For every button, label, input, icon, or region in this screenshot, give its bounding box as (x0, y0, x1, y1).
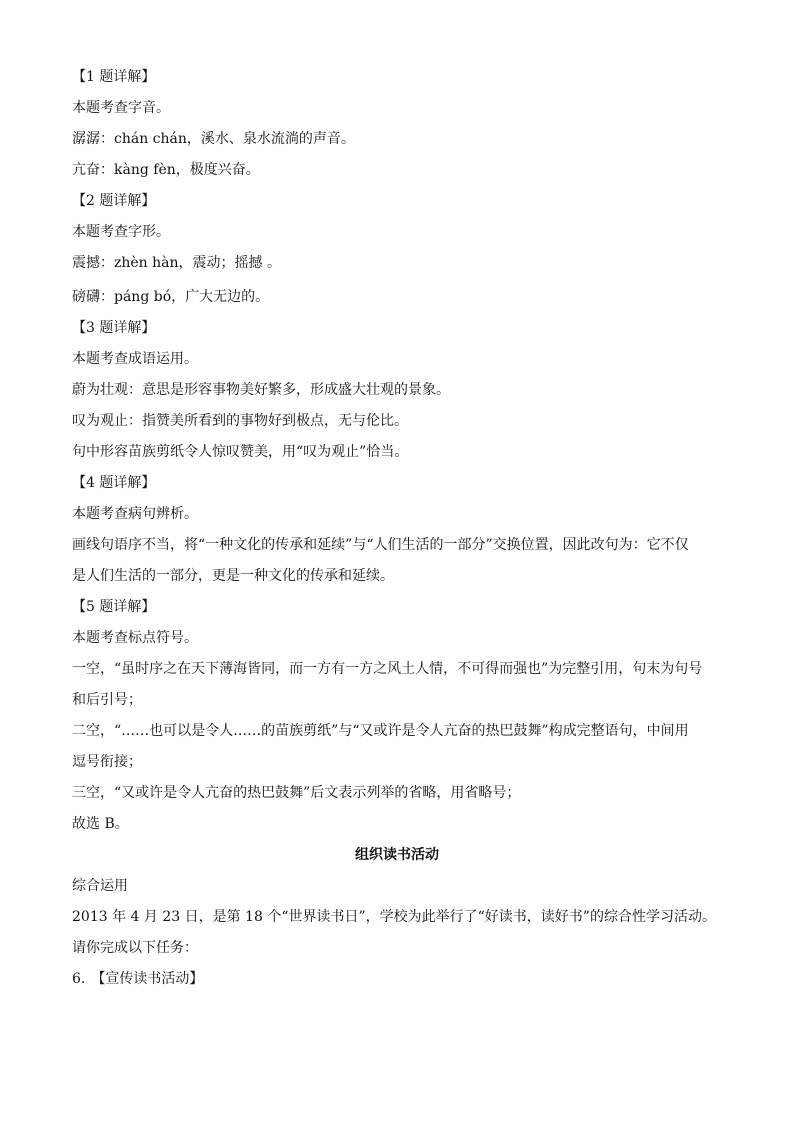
section-line: 二空，“……也可以是令人……的苗族剪纸”与“又或许是令人亢奋的热巴鼓舞”构成完整语句，中间用 (72, 723, 689, 739)
section-line: 本题考查病句辨析。 (72, 506, 198, 522)
section-line: 逗号衔接； (72, 754, 142, 770)
activity-intro: 2013 年 4 月 23 日，是第 18 个“世界读书日”，学校为此举行了“好读书，读好书”的综合性学习活动。 (72, 909, 716, 925)
question-6 (72, 964, 722, 995)
section-heading: 【4 题详解】 (72, 475, 156, 491)
section-line: 叹为观止：指赞美所看到的事物好到极点，无与伦比。 (72, 413, 408, 429)
section-heading: 【5 题详解】 (72, 599, 156, 615)
activity-subtitle: 综合运用 (72, 878, 128, 894)
section-line: 故选 B。 (72, 816, 129, 832)
section-5 (72, 592, 722, 840)
section-line: 磅礴：páng bó，广大无边的。 (72, 289, 270, 305)
activity-section (72, 840, 722, 995)
section-line: 本题考查字形。 (72, 224, 170, 240)
section-line: 本题考查成语运用。 (72, 351, 198, 367)
document-page (72, 62, 722, 995)
section-heading: 【2 题详解】 (72, 193, 156, 209)
section-heading: 【1 题详解】 (72, 69, 156, 85)
question-heading: 【宣传读书活动】 (91, 971, 204, 987)
section-line: 句中形容苗族剪纸令人惊叹赞美，用“叹为观止”恰当。 (72, 444, 409, 460)
section-line: 画线句语序不当，将“一种文化的传承和延续”与“人们生活的一部分”交换位置，因此改句为：它不仅 (72, 537, 689, 553)
section-line: 本题考查标点符号。 (72, 630, 198, 646)
section-line: 和后引号； (72, 692, 142, 708)
section-3 (72, 313, 722, 468)
section-line: 蔚为壮观：意思是形容事物美好繁多，形成盛大壮观的景象。 (72, 382, 450, 398)
question-number: 6. (72, 971, 86, 987)
section-line: 震撼：zhèn hàn，震动；摇撼 。 (72, 255, 281, 271)
section-2 (72, 186, 722, 313)
activity-request: 请你完成以下任务： (72, 940, 198, 956)
section-4 (72, 468, 722, 592)
section-line: 亢奋：kàng fèn，极度兴奋。 (72, 162, 260, 178)
section-heading: 【3 题详解】 (72, 320, 156, 336)
section-line: 三空，“又或许是令人亢奋的热巴鼓舞”后文表示列举的省略，用省略号； (72, 785, 521, 801)
section-line: 一空，“虽时序之在天下薄海皆同，而一方有一方之风土人情，不可得而强也”为完整引用，句末为句号 (72, 661, 703, 677)
section-line: 本题考查字音。 (72, 100, 170, 116)
section-1 (72, 62, 722, 186)
section-line: 是人们生活的一部分，更是一种文化的传承和延续。 (72, 568, 394, 584)
activity-title: 组织读书活动 (355, 847, 439, 863)
section-line: 潺潺：chán chán，溪水、泉水流淌的声音。 (72, 131, 355, 147)
